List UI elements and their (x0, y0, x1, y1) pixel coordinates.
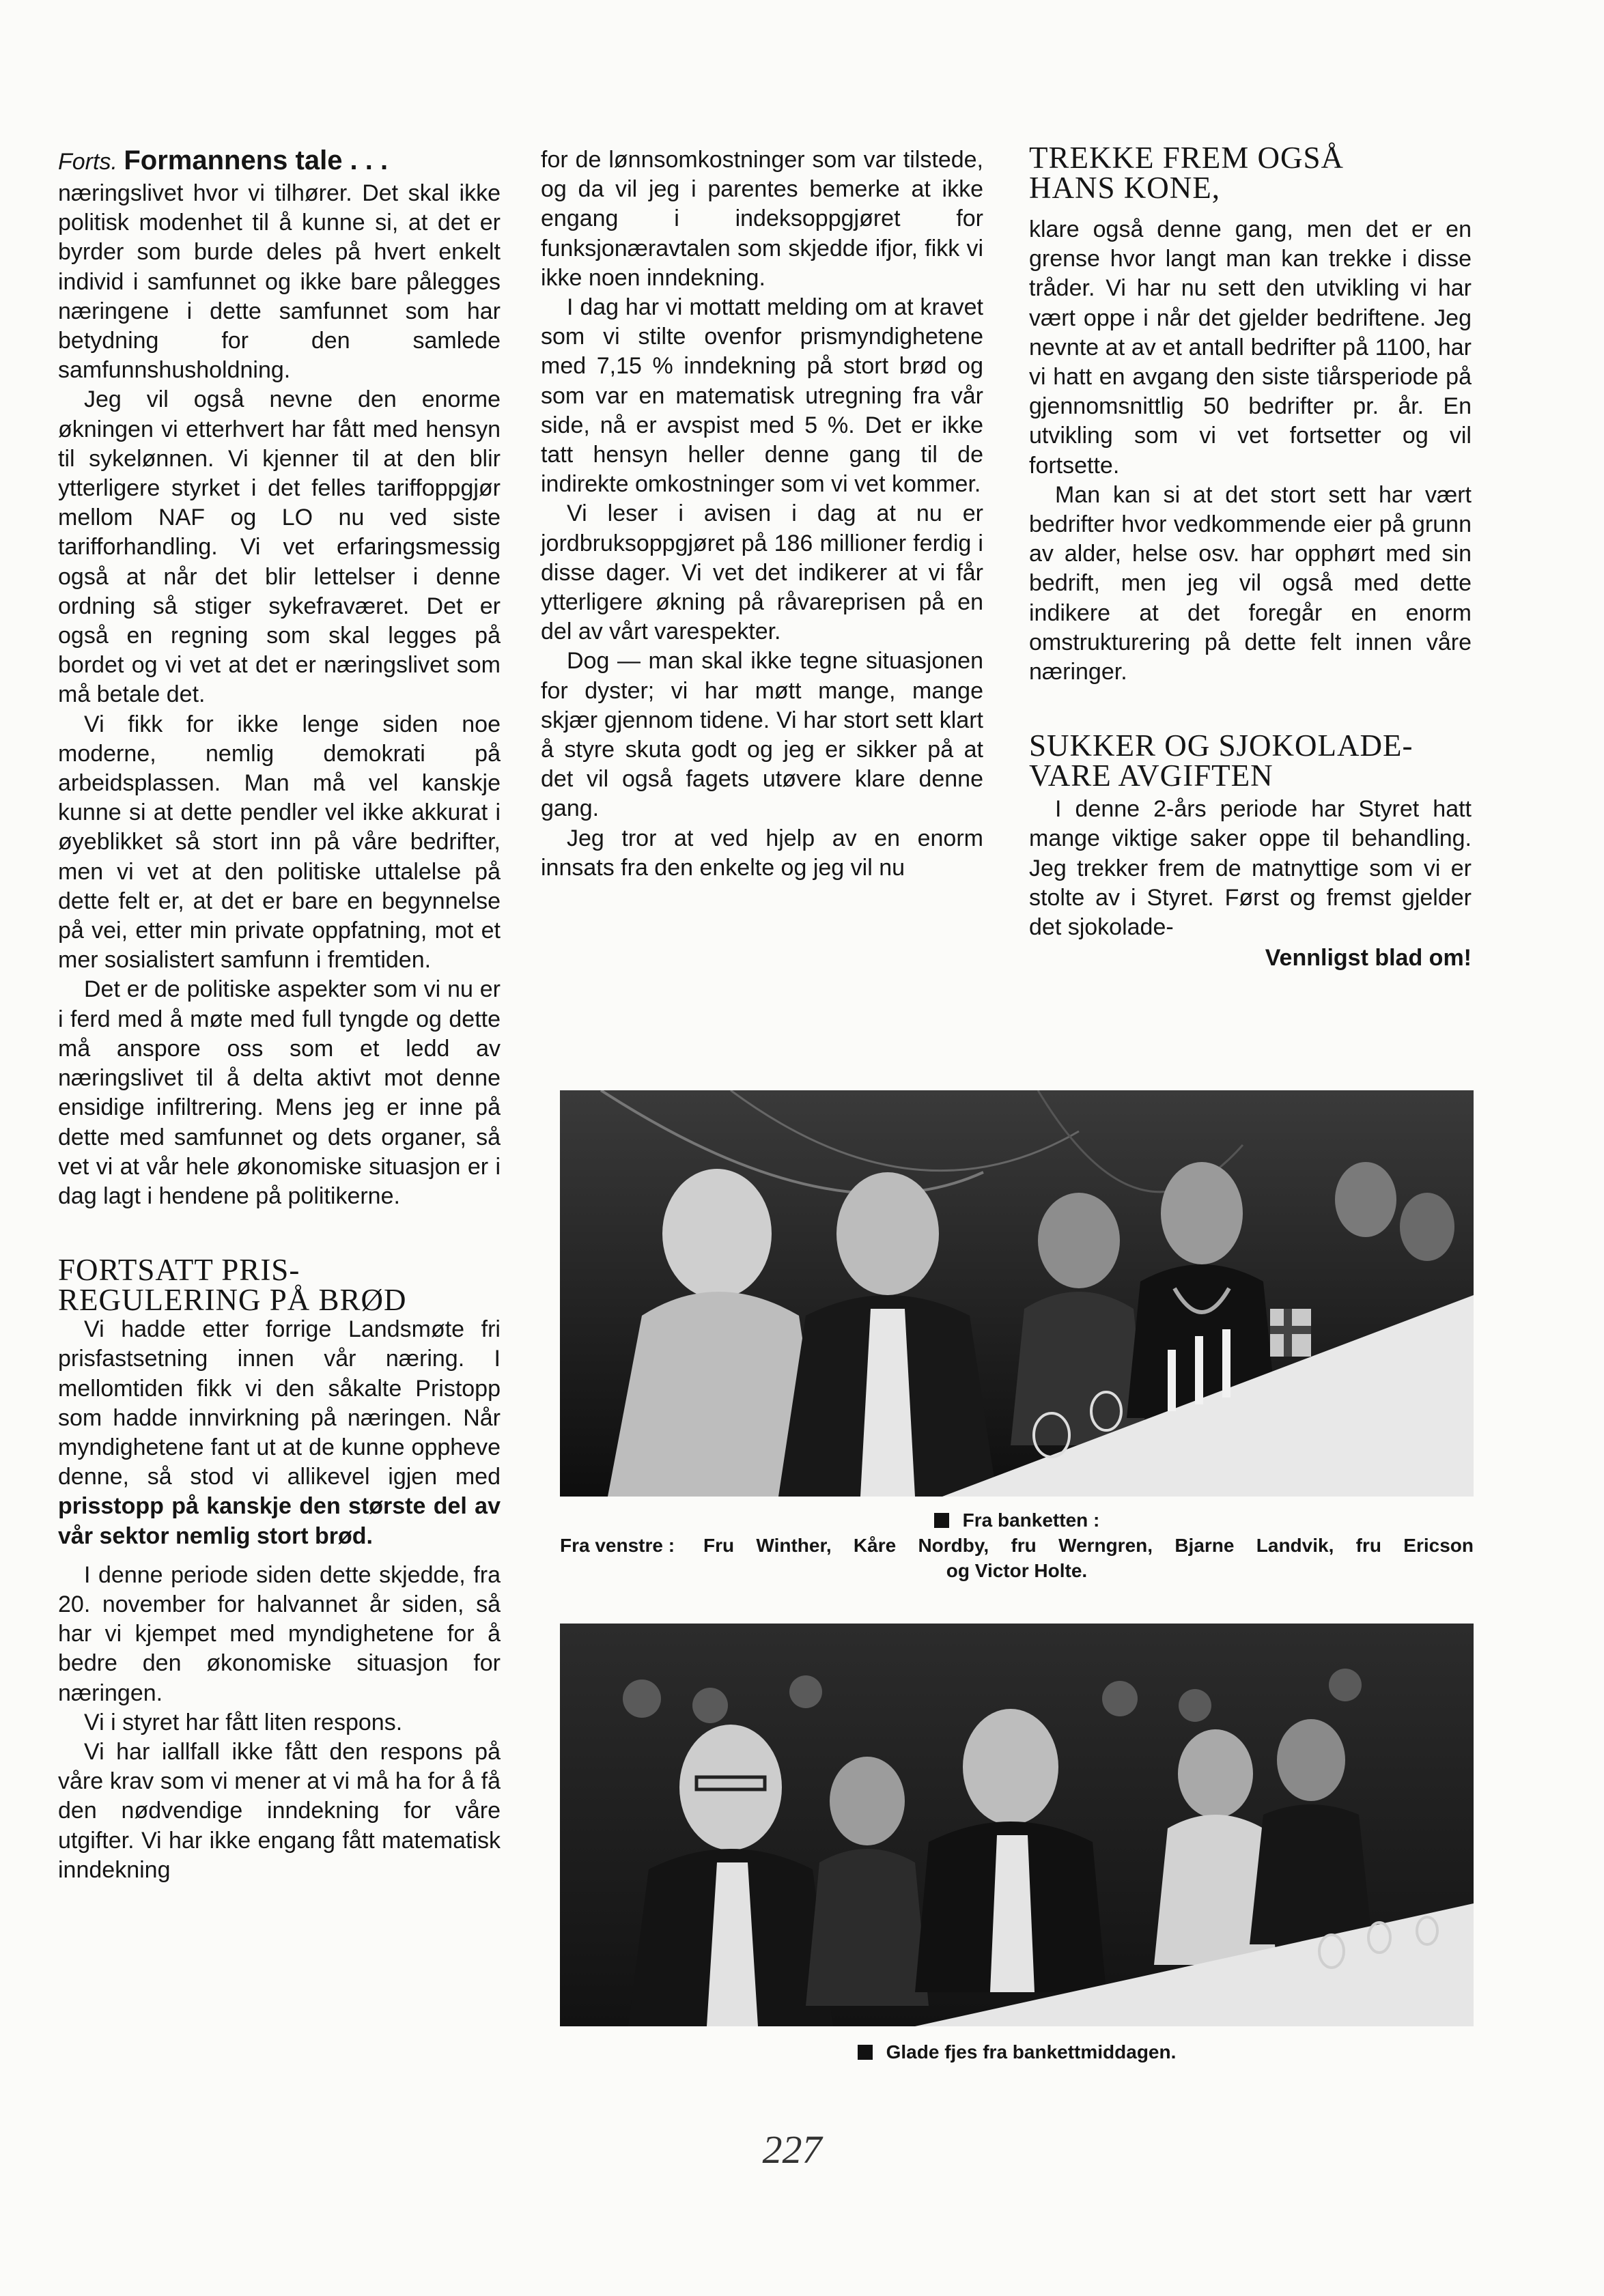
paragraph: Det er de politiske aspekter som vi nu er i ferd med å møte med full tyngde og dette må anspore oss som et ledd av næringslivet til å delta aktivt mot denne ensidige infiltrering. Mens jeg er inne på dette med samfunnet og dets organer, så vet vi at vår hele økonomiske situasjon er i dag lagt i hendene på politikerne. (58, 976, 501, 1209)
caption-square-icon (934, 1513, 949, 1528)
section-heading (1029, 143, 1472, 203)
caption-names-end: og Victor Holte. (946, 1560, 1088, 1581)
photo-1-caption (560, 1507, 1474, 1583)
banquet-photo-2 (560, 1624, 1474, 2026)
column-3 (1029, 141, 1472, 973)
column-2 (541, 145, 983, 883)
paragraph: Vi fikk for ikke lenge siden noe moderne, nemlig demokrati på arbeidsplassen. Man må vel kanskje kunne si at dette pendler vel ikke akkurat i øyeblikket så stort inn på våre bedrifter, men vi vet at den politiske uttalelse på dette felt er, at det er bare en begynnelse på vei, etter min private oppfatning, mot et mer sosialistert samfunn i fremtiden. (58, 711, 501, 974)
paragraph: I denne 2-års periode har Styret hatt mange viktige saker oppe til behandling. Jeg trekker frem de matnyttige som vi er stolte av i Styret. Først og fremst gjelder det sjokolade- (1029, 796, 1472, 941)
paragraph-bold-text: prisstopp på kanskje den største del av vår sektor nemlig stort brød. (58, 1493, 501, 1549)
heading-line: REGULERING PÅ BRØD (58, 1283, 407, 1318)
paragraph: I dag har vi mottatt melding om at kravet som vi stilte ovenfor prismyndighetene med 7,15 % inndekning på stort brød og som var en matematisk utregning fra vår side, nå er avspist med 5 %. Det er ikke tatt hensyn heller denne gang til de indirekte omkostninger som vi vet kommer. (541, 294, 983, 498)
heading-line: SUKKER OG SJOKOLADE- (1029, 728, 1413, 763)
heading-line: FORTSATT PRIS- (58, 1253, 300, 1288)
forts-prefix: Forts. (58, 149, 117, 175)
section-heading (1029, 728, 1472, 793)
section-heading (58, 1253, 501, 1318)
paragraph: Vi har iallfall ikke fått den respons på våre krav som vi mener at vi må ha for å få den nødvendige inndekning for våre utgifter. Vi har ikke engang fått matematisk inndekning (58, 1738, 501, 1883)
paragraph: Vi i styret har fått liten respons. (84, 1709, 403, 1735)
heading-line: TREKKE FREM OGSÅ (1029, 141, 1345, 175)
caption-names: Fru Winther, Kåre Nordby, fru Werngren, Bjarne Landvik, fru Ericson (703, 1535, 1474, 1556)
heading-line: HANS KONE, (1029, 171, 1220, 205)
caption-title: Fra banketten : (962, 1510, 1100, 1531)
please-turn-note: Vennligst blad om! (1265, 945, 1472, 972)
banquet-photo-2-image (560, 1624, 1474, 2026)
paragraph: for de lønnsomkostninger som var tilstede, og da vil jeg i parentes bemerke at ikke engang i indeksoppgjøret for funksjonæravtalen som skjedde ifjor, fikk vi ikke noen inndekning. (541, 147, 983, 291)
continued-header (58, 145, 501, 178)
article-title: Formannens tale . . . (124, 145, 389, 175)
paragraph: Jeg tror at ved hjelp av en enorm innsats fra den enkelte og jeg vil nu (541, 825, 983, 881)
paragraph: næringslivet hvor vi tilhører. Det skal ikke politisk modenhet til å kunne si, at det er byrder som burde deles på hvert enkelt individ i samfunnet og ikke bare pålegges næringene i dette samfunnet som har betydning for den samlede samfunnshusholdning. (58, 180, 501, 384)
banquet-photo-1 (560, 1090, 1474, 1497)
paragraph-text: Vi hadde etter forrige Landsmøte fri prisfastsetning innen vår næring. I mellomtiden fikk vi den såkalte Pristopp som hadde innvirkning på næringen. Når myndighetene fant ut at de kunne oppheve denne, så stod vi allikevel igjen med (58, 1316, 501, 1490)
paragraph: I denne periode siden dette skjedde, fra 20. november for halvannet år siden, så har vi kjempet med myndighetene for å bedre den økonomiske situasjon for næringen. (58, 1561, 501, 1706)
paragraph (58, 1315, 501, 1551)
page-number: 227 (762, 2127, 822, 2172)
banquet-photo-1-image (560, 1090, 1474, 1497)
paragraph: Dog — man skal ikke tegne situasjonen for dyster; vi har møtt mange, mange skjær gjennom tidene. Vi har stort sett klart å styre skuta godt og jeg er sikker på at det vil også fagets utøvere klare denne gang. (541, 648, 983, 822)
photo-2-caption (560, 2039, 1474, 2065)
caption-label: Fra venstre : (560, 1535, 675, 1556)
heading-line: VARE AVGIFTEN (1029, 759, 1274, 793)
paragraph: klare også denne gang, men det er en grense hvor langt man kan trekke i disse tråder. Vi har nu sett den utvikling vi har vært oppe i når det gjelder bedriftene. Jeg nevnte at av et antall bedrifter på 1100, har vi hatt en avgang den siste tiårsperiode på gjennomsnittlig 50 bedrifter pr. år. En utvikling som vi vet fortsetter og vil fortsette. (1029, 216, 1472, 479)
column-1 (58, 145, 501, 1885)
caption-text: Glade fjes fra bankettmiddagen. (886, 2041, 1177, 2063)
paragraph: Vi leser i avisen i dag at nu er jordbruksoppgjøret på 186 millioner ferdig i disse dager. Vi vet det indikerer at vi får ytterligere økning på råvareprisen på en del av vårt varespekter. (541, 500, 983, 645)
paragraph: Jeg vil også nevne den enorme økningen vi etterhvert har fått med hensyn til sykelønnen. Vi kjenner til at den blir ytterligere styrket i det felles tariffoppgjør mellom NAF og LO nu ved siste tarifforhandling. Vi vet erfaringsmessig også at når det blir lettelser i denne ordning så stiger sykefraværet. Det er også en regning som skal legges på bordet og vi vet at det er næringslivet som må betale det. (58, 386, 501, 708)
caption-square-icon (858, 2045, 873, 2060)
paragraph: Man kan si at det stort sett har vært bedrifter hvor vedkommende eier på grunn av alder, helse osv. har opphørt med sin bedrift, men jeg vil også med dette indikere at det foregår en enorm omstrukturering på dette felt innen våre næringer. (1029, 481, 1472, 685)
